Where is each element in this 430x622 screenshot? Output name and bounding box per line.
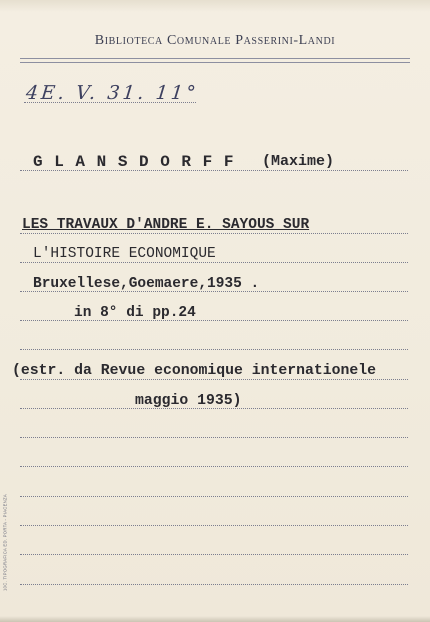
printer-mark: 10C. TIPOGRAFICA ED. PORTA - PIACENZA xyxy=(2,494,8,591)
imprint-line: Bruxellese,Goemaere,1935 . xyxy=(33,276,260,292)
ruled-line-11 xyxy=(20,525,408,526)
ruled-line-10 xyxy=(20,496,408,497)
ruled-line-7 xyxy=(20,408,408,409)
ruled-line-4 xyxy=(20,320,408,321)
library-header: Biblioteca Comunale Passerini-Landi xyxy=(94,33,336,48)
header-rule-top xyxy=(20,58,410,59)
ruled-line-8 xyxy=(20,437,408,438)
author-given-name: (Maxime) xyxy=(262,153,335,170)
shelfmark: 4E. V. 31. 11° xyxy=(24,82,200,104)
ruled-line-6 xyxy=(20,379,408,380)
ruled-line-13 xyxy=(20,584,408,585)
title-line-1: LES TRAVAUX D'ANDRE E. SAYOUS SUR xyxy=(22,217,310,233)
note-line-1: (estr. da Revue economique internationele xyxy=(12,363,377,379)
ruled-line-2 xyxy=(20,262,408,263)
ruled-line-5 xyxy=(20,349,408,350)
ruled-line-9 xyxy=(20,466,408,467)
card-shadow-top xyxy=(0,0,430,12)
card-shadow-bottom xyxy=(0,616,430,622)
ruled-line-3 xyxy=(20,291,408,292)
note-line-2: maggio 1935) xyxy=(135,393,242,409)
header-rule-bottom xyxy=(20,62,410,63)
ruled-line-shelfmark xyxy=(24,102,196,103)
title-line-2: L'HISTOIRE ECONOMIQUE xyxy=(33,246,216,262)
ruled-line-1 xyxy=(20,233,408,234)
author-surname: G L A N S D O R F F xyxy=(33,153,235,171)
ruled-line-12 xyxy=(20,554,408,555)
ruled-line-author xyxy=(20,170,408,171)
format-line: in 8° di pp.24 xyxy=(74,305,196,321)
